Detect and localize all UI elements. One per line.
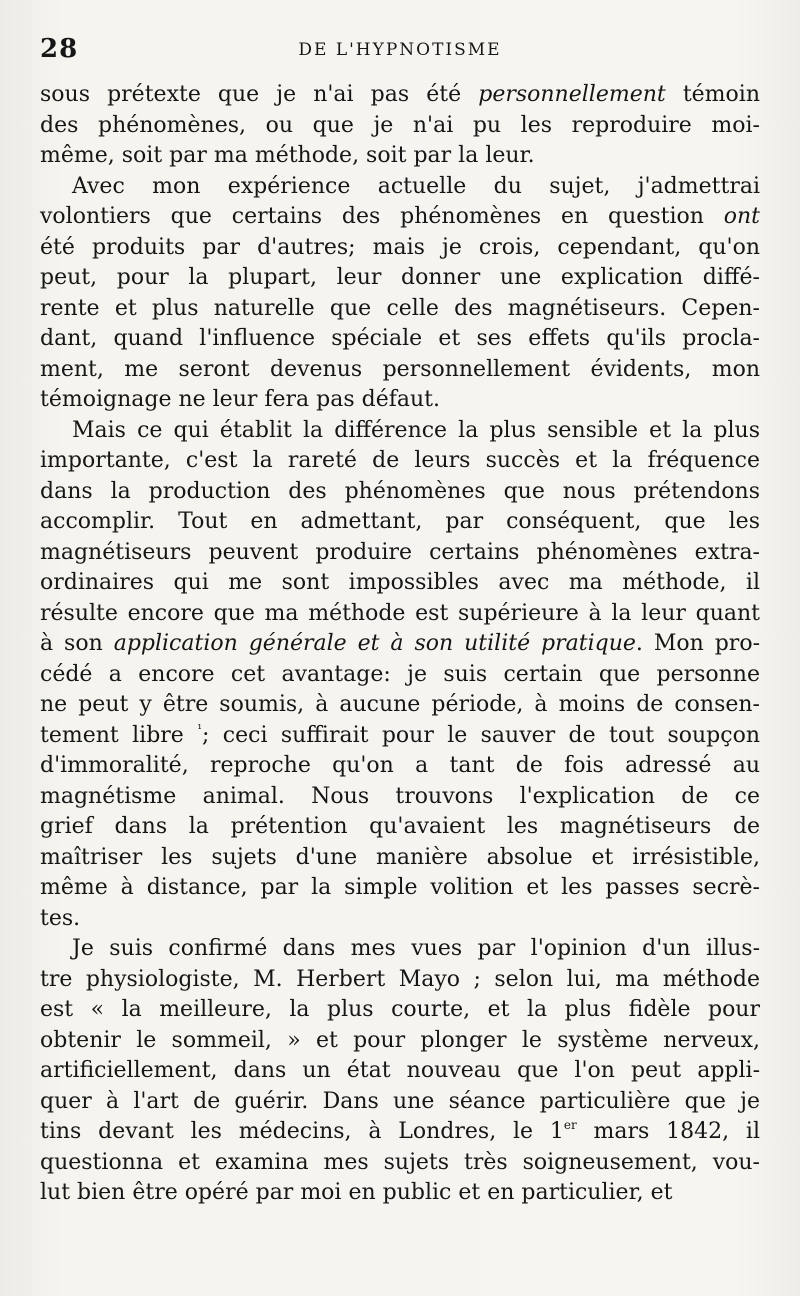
running-head: DE L'HYPNOTISME	[298, 40, 502, 60]
text-segment: volontiers que certains des phénomènes en question	[40, 204, 724, 229]
text-segment: accomplir. Tout en admettant, par conséquent, que les	[40, 509, 760, 534]
text-line	[40, 568, 760, 599]
text-line	[40, 80, 760, 111]
text-segment: tes.	[40, 905, 81, 931]
italic-text: personnellement	[478, 82, 666, 107]
text-segment: même à distance, par la simple volition et les passes secrè-	[40, 875, 760, 900]
superscript: ¹	[197, 721, 202, 736]
text-segment: artificiellement, dans un état nouveau que l'on peut appli-	[40, 1058, 760, 1083]
italic-text: ont	[723, 204, 760, 229]
text-segment: été produits par d'autres; mais je crois, cependant, qu'on	[40, 234, 760, 260]
text-line	[40, 172, 760, 203]
text-line	[40, 294, 760, 325]
text-line	[40, 965, 760, 996]
text-line	[40, 904, 760, 935]
text-segment: Avec mon expérience actuelle du sujet, j'admettrai	[72, 173, 760, 199]
text-segment: témoignage ne leur fera pas défaut.	[40, 387, 441, 412]
text-segment: cédé a encore cet avantage: je suis certain que personne	[40, 661, 760, 687]
text-segment: importante, c'est la rareté de leurs succès et la fréquence	[40, 448, 760, 473]
page-header	[40, 34, 760, 74]
text-segment: même, soit par ma méthode, soit par la leur.	[40, 143, 535, 168]
text-segment: sous prétexte que je n'ai pas été	[40, 82, 479, 107]
text-line	[40, 111, 760, 142]
text-segment: dans la production des phénomènes que nous prétendons	[40, 478, 760, 504]
text-line	[40, 324, 760, 355]
text-line	[40, 751, 760, 782]
text-line	[40, 721, 760, 752]
text-line	[40, 141, 760, 172]
text-segment: tement libre	[40, 722, 198, 748]
text-line	[40, 1056, 760, 1087]
text-segment: quer à l'art de guérir. Dans une séance particulière que je	[40, 1088, 760, 1114]
text-line	[40, 355, 760, 386]
text-segment: questionna et examina mes sujets très soigneusement, vou-	[40, 1149, 760, 1175]
text-line	[40, 416, 760, 447]
text-segment: ne peut y être soumis, à aucune période, à moins de consen-	[40, 692, 760, 717]
text-segment: magnétiseurs peuvent produire certains phénomènes extra-	[40, 539, 760, 565]
text-segment: Mais ce qui établit la différence la plus sensible et la plus	[72, 417, 760, 443]
text-line	[40, 812, 760, 843]
text-segment: mars 1842, il	[576, 1119, 760, 1144]
text-segment: rente et plus naturelle que celle des magnétiseurs. Cepen-	[40, 295, 760, 321]
text-segment: à son	[40, 631, 114, 656]
text-line	[40, 843, 760, 874]
text-line	[40, 1087, 760, 1118]
text-segment: des phénomènes, ou que je n'ai pu les reproduire moi-	[40, 112, 760, 138]
text-segment: magnétisme animal. Nous trouvons l'explication de ce	[40, 783, 760, 809]
text-line	[40, 233, 760, 264]
text-segment: est « la meilleure, la plus courte, et la plus fidèle pour	[40, 997, 760, 1022]
text-segment: lut bien être opéré par moi en public et en particulier, et	[40, 1180, 673, 1205]
text-line	[40, 385, 760, 416]
text-line	[40, 660, 760, 691]
text-segment: ordinaires qui me sont impossibles avec ma méthode, il	[40, 570, 760, 595]
text-segment: tre physiologiste, M. Herbert Mayo ; selon lui, ma méthode	[40, 966, 760, 992]
text-line	[40, 873, 760, 904]
text-segment: grief dans la prétention qu'avaient les magnétiseurs de	[40, 814, 760, 839]
text-line	[40, 690, 760, 721]
text-line	[40, 934, 760, 965]
text-segment: peut, pour la plupart, leur donner une explication diffé-	[40, 265, 760, 290]
text-line	[40, 507, 760, 538]
text-line	[40, 599, 760, 630]
text-segment: ; ceci suffirait pour le sauver de tout soupçon	[202, 722, 760, 748]
text-line	[40, 202, 760, 233]
text-segment: témoin	[665, 82, 760, 107]
italic-text: application générale et à son utilité pratique	[113, 631, 636, 656]
text-segment: . Mon pro-	[635, 631, 761, 656]
text-line	[40, 1026, 760, 1057]
text-segment: obtenir le sommeil, » et pour plonger le système nerveux,	[40, 1027, 760, 1053]
text-line	[40, 538, 760, 569]
text-line	[40, 446, 760, 477]
text-line	[40, 477, 760, 508]
text-segment: dant, quand l'influence spéciale et ses effets qu'ils procla-	[40, 326, 760, 351]
text-line	[40, 995, 760, 1026]
text-line	[40, 1178, 760, 1209]
text-line	[40, 1148, 760, 1179]
page-number: 28	[40, 34, 79, 64]
text-line	[40, 1117, 760, 1148]
text-segment: tins devant les médecins, à Londres, le 1	[40, 1119, 564, 1144]
text-segment: ment, me seront devenus personnellement évidents, mon	[40, 356, 760, 382]
text-segment: maîtriser les sujets d'une manière absolue et irrésistible,	[40, 844, 760, 870]
text-segment: résulte encore que ma méthode est supérieure à la leur quant	[40, 600, 760, 626]
superscript: er	[563, 1118, 577, 1132]
text-segment: Je suis confirmé dans mes vues par l'opinion d'un illus-	[72, 936, 760, 961]
body-text	[40, 80, 760, 1209]
text-line	[40, 263, 760, 294]
text-segment: d'immoralité, reproche qu'on a tant de fois adressé au	[40, 753, 760, 778]
text-line	[40, 629, 760, 660]
text-line	[40, 782, 760, 813]
